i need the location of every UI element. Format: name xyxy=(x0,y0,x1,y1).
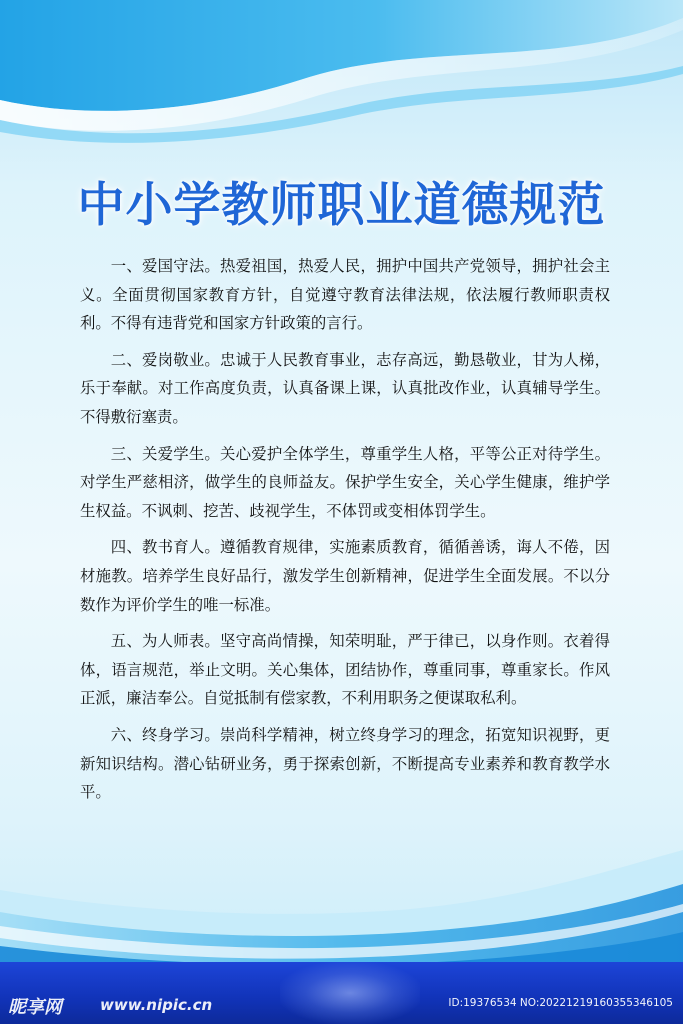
paragraph-role-model: 五、为人师表。坚守高尚情操，知荣明耻，严于律已，以身作则。衣着得体，语言规范，举止文明。关心集体，团结协作，尊重同事，尊重家长。作风正派，廉洁奉公。自觉抵制有偿家教，不利用职务之便谋取私利。 xyxy=(80,632,610,708)
paragraph-lifelong-learning: 六、终身学习。崇尚科学精神，树立终身学习的理念，拓宽知识视野，更新知识结构。潜心钻研业务，勇于探索创新，不断提高专业素养和教育教学水平。 xyxy=(80,725,610,802)
bottom-wave-decoration xyxy=(0,850,683,970)
page-title: 中小学教师职业道德规范 xyxy=(77,178,606,233)
paragraph-love-job: 二、爱岗敬业。忠诚于人民教育事业，志存高远，勤恳敬业，甘为人梯，乐于奉献。对工作高度负责，认真备课上课，认真批改作业，认真辅导学生。不得敷衍塞责。 xyxy=(80,350,610,426)
footer-light-effect xyxy=(280,962,420,1024)
watermark-url[interactable]: www.nipic.cn xyxy=(100,996,213,1014)
image-id-text: ID:19376534 NO:20221219160355346105 xyxy=(448,997,673,1009)
paragraph-teach-educate: 四、教书育人。遵循教育规律，实施素质教育，循循善诱，诲人不倦，因材施教。培养学生良好品行，激发学生创新精神，促进学生全面发展。不以分数作为评价学生的唯一标准。 xyxy=(80,538,610,614)
regulation-content xyxy=(80,252,610,815)
watermark-logo: 昵享网 xyxy=(8,997,62,1018)
paragraph-care-students: 三、关爱学生。关心爱护全体学生，尊重学生人格，平等公正对待学生。对学生严慈相济，做学生的良师益友。保护学生安全，关心学生健康，维护学生权益。不讽刺、挖苦、歧视学生，不体罚或变相体罚学生。 xyxy=(80,444,610,520)
footer-bar xyxy=(0,962,683,1024)
top-wave-decoration xyxy=(0,0,683,150)
paragraph-love-country: 一、爱国守法。热爱祖国，热爱人民，拥护中国共产党领导，拥护社会主义。全面贯彻国家教育方针，自觉遵守教育法律法规，依法履行教师职责权利。不得有违背党和国家方针政策的言行。 xyxy=(80,257,610,333)
